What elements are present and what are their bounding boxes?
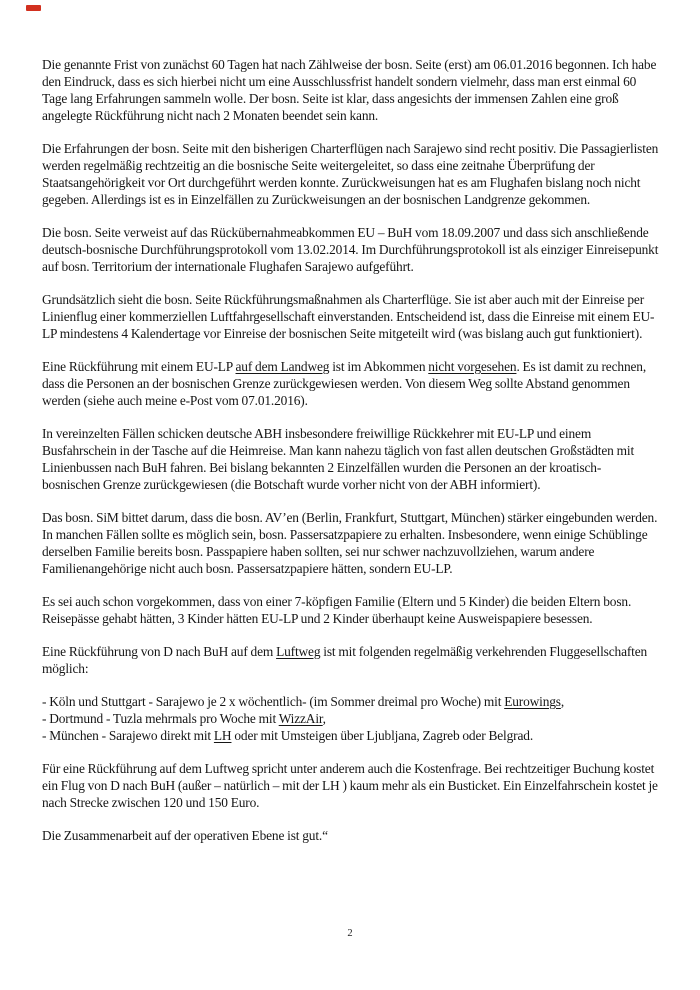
text-segment: - München - Sarajewo direkt mit bbox=[42, 728, 214, 743]
text-segment: . Es ist damit zu rechnen, dass die Personen an der bosnischen Grenze zurückgewiesen werden. Von diesem Weg sollte Abstand genommen werden (siehe auch meine e-Post vom 07.01.2016). bbox=[42, 359, 647, 408]
underlined-text: nicht vorgesehen bbox=[428, 359, 517, 374]
paragraph bbox=[42, 827, 659, 844]
text-segment: oder mit Umsteigen über Ljubljana, Zagreb oder Belgrad. bbox=[231, 728, 534, 743]
text-segment: Für eine Rückführung auf dem Luftweg spricht unter anderem auch die Kostenfrage. Bei rechtzeitiger Buchung kostet ein Flug von D nach BuH (außer – natürlich – mit der LH ) kaum mehr als ein Busticket. Ein Einzelfahrschein kostet je nach Strecke zwischen 120 und 150 Euro. bbox=[42, 761, 658, 810]
paragraph bbox=[42, 425, 659, 493]
paragraph bbox=[42, 727, 659, 744]
text-segment: - Köln und Stuttgart - Sarajewo je 2 x wöchentlich- (im Sommer dreimal pro Woche) mit bbox=[42, 694, 505, 709]
paragraph bbox=[42, 140, 659, 208]
text-segment: Das bosn. SiM bittet darum, dass die bosn. AV’en (Berlin, Frankfurt, Stuttgart, München) stärker eingebunden werden. In manchen Fällen sollte es möglich sein, bosn. Passersatzpapiere zu erhalten. Insbesondere, wenn einige Schüblinge derselben Familie bereits bosn. Passpapiere haben sollten, sei nur schwer nachzuvollziehen, warum andere Familienangehörige nicht auch bosn. Passersatzpapiere hätten, sondern EU-LP. bbox=[42, 510, 658, 576]
document-body bbox=[42, 56, 659, 860]
page-number: 2 bbox=[347, 928, 353, 939]
text-segment: Eine Rückführung mit einem EU-LP bbox=[42, 359, 236, 374]
underlined-text: LH bbox=[213, 728, 232, 743]
paragraph bbox=[42, 358, 659, 409]
text-segment: - Dortmund - Tuzla mehrmals pro Woche mit bbox=[42, 711, 279, 726]
text-segment: , bbox=[322, 711, 326, 726]
underlined-text: Eurowings bbox=[504, 694, 561, 709]
text-segment: , bbox=[560, 694, 565, 709]
paragraph bbox=[42, 56, 659, 124]
underlined-text: WizzAir bbox=[278, 711, 323, 726]
paragraph bbox=[42, 643, 659, 677]
text-segment: Die bosn. Seite verweist auf das Rückübernahmeabkommen EU – BuH vom 18.09.2007 und dass sich anschließende deutsch-bosnische Durchführungsprotokoll vom 13.02.2014. Im Durchführungsprotokoll ist als einziger Einreisepunkt auf bosn. Territorium der internationale Flughafen Sarajewo aufgeführt. bbox=[42, 225, 659, 274]
underlined-text: Luftweg bbox=[276, 644, 321, 659]
text-segment: Die Erfahrungen der bosn. Seite mit den bisherigen Charterflügen nach Sarajewo sind recht positiv. Die Passagierlisten werden regelmäßig rechtzeitig an die bosnische Seite weitergeleitet, so dass eine zeitnahe Überprüfung der Staatsangehörigkeit vor Ort durchgeführt werden konnte. Zurückweisungen hat es am Flughafen bislang noch nicht gegeben. Allerdings ist es in Einzelfällen zu Zurückweisungen an der bosnischen Landgrenze gekommen. bbox=[42, 141, 659, 207]
text-segment: Es sei auch schon vorgekommen, dass von einer 7-köpfigen Familie (Eltern und 5 Kinder) die beiden Eltern bosn. Reisepässe gehabt hätten, 3 Kinder hätten EU-LP und 2 Kinder überhaupt keine Ausweispapiere besessen. bbox=[42, 594, 632, 626]
text-segment: ist mit folgenden regelmäßig verkehrenden Fluggesellschaften möglich: bbox=[42, 644, 648, 676]
text-segment: Die genannte Frist von zunächst 60 Tagen hat nach Zählweise der bosn. Seite (erst) am 06.01.2016 begonnen. Ich habe den Eindruck, dass es sich hierbei nicht um eine Ausschlussfrist handelt sondern vielmehr, dass man erst einmal 60 Tage lang Erfahrungen sammeln wolle. Der bosn. Seite ist klar, dass angesichts der immensen Zahlen eine groß angelegte Rückführung nicht nach 2 Monaten beendet sein kann. bbox=[42, 57, 657, 123]
paragraph bbox=[42, 224, 659, 275]
text-segment: In vereinzelten Fällen schicken deutsche ABH insbesondere freiwillige Rückkehrer mit EU-LP und einem Busfahrschein in der Tasche auf die Heimreise. Man kann nahezu täglich von fast allen deutschen Großstädten mit Linienbussen nach BuH fahren. Bei bislang bekannten 2 Einzelfällen wurden die Personen an der kroatisch-bosnischen Grenze zurückgewiesen (die Botschaft wurde vorher nicht von der ABH informiert). bbox=[42, 426, 635, 492]
text-segment: Die Zusammenarbeit auf der operativen Ebene ist gut.“ bbox=[42, 828, 328, 843]
text-segment: ist im Abkommen bbox=[329, 359, 429, 374]
underlined-text: auf dem Landweg bbox=[235, 359, 330, 374]
paragraph bbox=[42, 291, 659, 342]
paragraph bbox=[42, 710, 659, 727]
paragraph bbox=[42, 509, 659, 577]
paragraph bbox=[42, 760, 659, 811]
text-segment: Grundsätzlich sieht die bosn. Seite Rückführungsmaßnahmen als Charterflüge. Sie ist aber auch mit der Einreise per Linienflug einer kommerziellen Luftfahrgesellschaft einverstanden. Entscheidend ist, dass die Einreise mit einem EU-LP mindestens 4 Kalendertage vor Einreise der bosnischen Seite mitgeteilt wird (was bislang auch gut funktioniert). bbox=[42, 292, 655, 341]
text-segment: Eine Rückführung von D nach BuH auf dem bbox=[42, 644, 277, 659]
paragraph bbox=[42, 693, 659, 710]
paragraph bbox=[42, 593, 659, 627]
red-pen-mark bbox=[26, 5, 41, 11]
